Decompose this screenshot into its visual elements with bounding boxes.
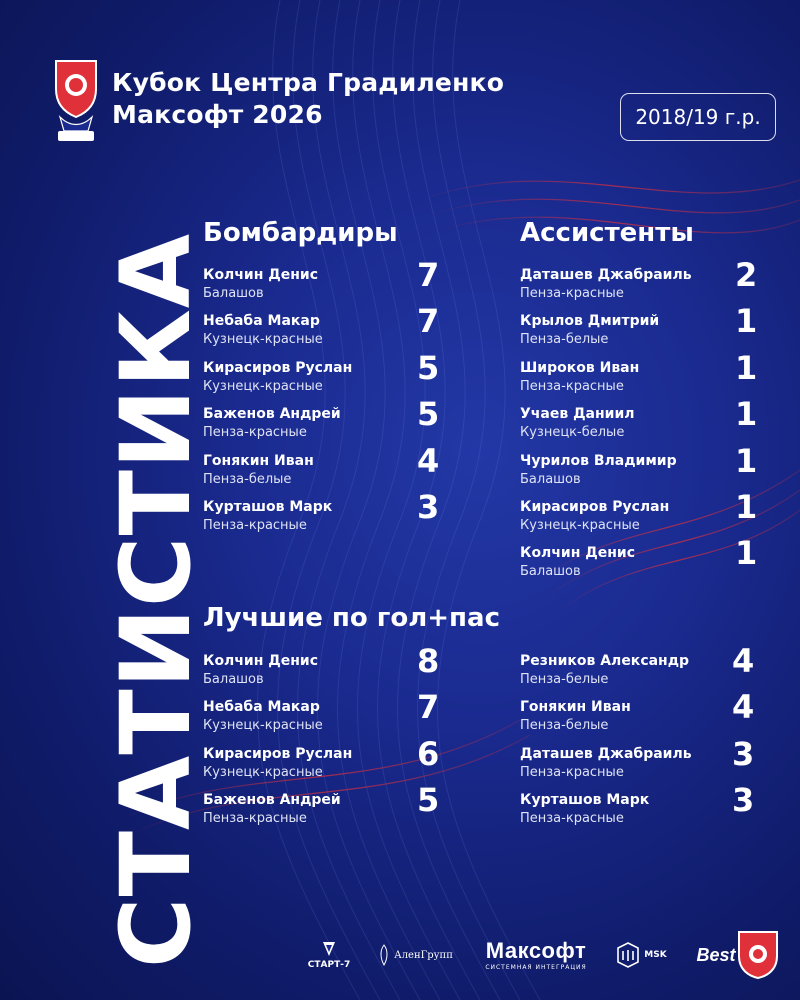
player-points: 5 bbox=[417, 781, 440, 820]
sponsor-alengroup-label: АленГрупп bbox=[394, 949, 453, 961]
player-name: Колчин Денис bbox=[203, 267, 319, 283]
player-assists: 1 bbox=[735, 302, 758, 341]
player-team: Кузнецк-красные bbox=[203, 764, 323, 780]
player-team: Балашов bbox=[520, 564, 581, 580]
list-item bbox=[520, 734, 760, 792]
sponsor-start7-logo bbox=[298, 935, 360, 975]
tournament-title-line1: Кубок Центра Градиленко bbox=[112, 68, 505, 97]
player-name: Курташов Марк bbox=[203, 498, 333, 515]
start7-icon bbox=[320, 940, 338, 958]
goal-plus-pass-heading: Лучшие по гол+пас bbox=[203, 603, 500, 633]
player-name: Чурилов Владимир bbox=[520, 452, 677, 469]
player-goals: 3 bbox=[417, 487, 440, 526]
year-badge: 2018/19 г.р. bbox=[620, 93, 776, 141]
list-item bbox=[203, 734, 443, 792]
player-team: Кузнецк-красные bbox=[203, 332, 323, 348]
sponsor-msk-label: MSK bbox=[644, 950, 667, 960]
player-goals: 7 bbox=[417, 302, 440, 341]
player-goals: 5 bbox=[417, 348, 440, 387]
sponsor-best-label: Best bbox=[696, 944, 736, 965]
player-team: Балашов bbox=[203, 286, 264, 301]
list-item bbox=[520, 441, 760, 499]
vertical-statistics-title: СТАТИСТИКА bbox=[100, 232, 212, 968]
player-name: Резников Александр bbox=[520, 653, 690, 669]
msk-icon bbox=[617, 942, 639, 968]
player-points: 4 bbox=[732, 642, 755, 680]
list-item bbox=[203, 781, 443, 838]
player-team: Пенза-белые bbox=[203, 471, 292, 487]
player-name: Курташов Марк bbox=[520, 792, 650, 809]
player-name: Крылов Дмитрий bbox=[520, 313, 660, 330]
player-goals: 4 bbox=[417, 441, 440, 480]
assists-heading: Ассистенты bbox=[520, 218, 694, 248]
player-team: Кузнецк-красные bbox=[203, 378, 323, 394]
player-name: Учаев Даниил bbox=[520, 406, 635, 423]
alengroup-icon bbox=[377, 944, 391, 966]
list-item bbox=[520, 487, 760, 545]
tournament-logo-icon bbox=[50, 55, 102, 143]
player-team: Пенза-белые bbox=[520, 672, 609, 687]
list-item bbox=[520, 256, 760, 313]
sponsor-maksoft-sublabel: СИСТЕМНАЯ ИНТЕГРАЦИЯ bbox=[485, 963, 587, 971]
scorers-list bbox=[203, 256, 443, 545]
player-assists: 1 bbox=[735, 534, 758, 573]
list-item bbox=[203, 642, 443, 699]
assists-list bbox=[520, 256, 760, 592]
player-team: Пенза-красные bbox=[203, 517, 307, 533]
player-name: Колчин Денис bbox=[203, 653, 319, 669]
player-assists: 2 bbox=[735, 256, 758, 294]
list-item bbox=[203, 348, 443, 406]
player-points: 3 bbox=[732, 781, 755, 820]
player-name: Гонякин Иван bbox=[520, 699, 631, 716]
player-team: Кузнецк-красные bbox=[203, 718, 323, 734]
list-item bbox=[520, 348, 760, 406]
player-assists: 1 bbox=[735, 395, 758, 434]
player-team: Кузнецк-белые bbox=[520, 425, 625, 441]
tournament-title-line2: Максофт 2026 bbox=[112, 100, 323, 129]
player-team: Балашов bbox=[520, 471, 581, 487]
list-item bbox=[520, 688, 760, 745]
list-item bbox=[203, 688, 443, 745]
player-name: Кирасиров Руслан bbox=[520, 498, 670, 515]
player-team: Пенза-белые bbox=[520, 332, 609, 348]
player-name: Кирасиров Руслан bbox=[203, 359, 353, 376]
player-team: Пенза-красные bbox=[520, 764, 624, 780]
sponsor-maksoft-label: Максофт bbox=[485, 937, 587, 963]
list-item bbox=[203, 256, 443, 313]
player-name: Широков Иван bbox=[520, 359, 640, 376]
player-name: Небаба Макар bbox=[203, 313, 320, 330]
player-team: Пенза-красные bbox=[520, 286, 624, 301]
list-item bbox=[520, 534, 760, 591]
sponsor-start7-label: СТАРТ-7 bbox=[307, 960, 351, 970]
player-team: Пенза-белые bbox=[520, 718, 609, 734]
player-points: 4 bbox=[732, 688, 755, 727]
list-item bbox=[203, 487, 443, 545]
player-name: Даташев Джабраиль bbox=[520, 745, 692, 762]
goal-plus-pass-list-right bbox=[520, 642, 760, 839]
player-team: Кузнецк-красные bbox=[520, 517, 640, 533]
sponsor-best-logo bbox=[692, 935, 740, 975]
list-item bbox=[520, 781, 760, 838]
player-team: Пенза-красные bbox=[203, 425, 307, 441]
player-team: Пенза-красные bbox=[203, 811, 307, 827]
player-points: 8 bbox=[417, 642, 440, 680]
list-item bbox=[203, 441, 443, 499]
list-item bbox=[520, 642, 760, 699]
player-team: Пенза-красные bbox=[520, 378, 624, 394]
player-goals: 5 bbox=[417, 395, 440, 434]
player-name: Гонякин Иван bbox=[203, 452, 314, 469]
club-emblem-icon bbox=[735, 928, 781, 980]
goal-plus-pass-list-left bbox=[203, 642, 443, 839]
player-name: Баженов Андрей bbox=[203, 406, 341, 423]
list-item bbox=[520, 395, 760, 452]
player-team: Балашов bbox=[203, 672, 264, 687]
sponsor-alengroup-logo bbox=[370, 935, 460, 975]
player-assists: 1 bbox=[735, 487, 758, 526]
player-name: Даташев Джабраиль bbox=[520, 267, 692, 283]
player-assists: 1 bbox=[735, 441, 758, 480]
sponsor-msk-logo bbox=[612, 935, 672, 975]
player-name: Небаба Макар bbox=[203, 699, 320, 716]
player-team: Пенза-красные bbox=[520, 811, 624, 827]
player-points: 6 bbox=[417, 734, 440, 773]
player-assists: 1 bbox=[735, 348, 758, 387]
player-name: Колчин Денис bbox=[520, 545, 636, 562]
list-item bbox=[203, 395, 443, 452]
player-name: Кирасиров Руслан bbox=[203, 745, 353, 762]
scorers-heading: Бомбардиры bbox=[203, 218, 398, 248]
player-points: 3 bbox=[732, 734, 755, 773]
player-goals: 7 bbox=[417, 256, 440, 294]
list-item bbox=[203, 302, 443, 359]
sponsor-maksoft-logo bbox=[476, 935, 596, 975]
player-name: Баженов Андрей bbox=[203, 792, 341, 809]
list-item bbox=[520, 302, 760, 359]
player-points: 7 bbox=[417, 688, 440, 727]
